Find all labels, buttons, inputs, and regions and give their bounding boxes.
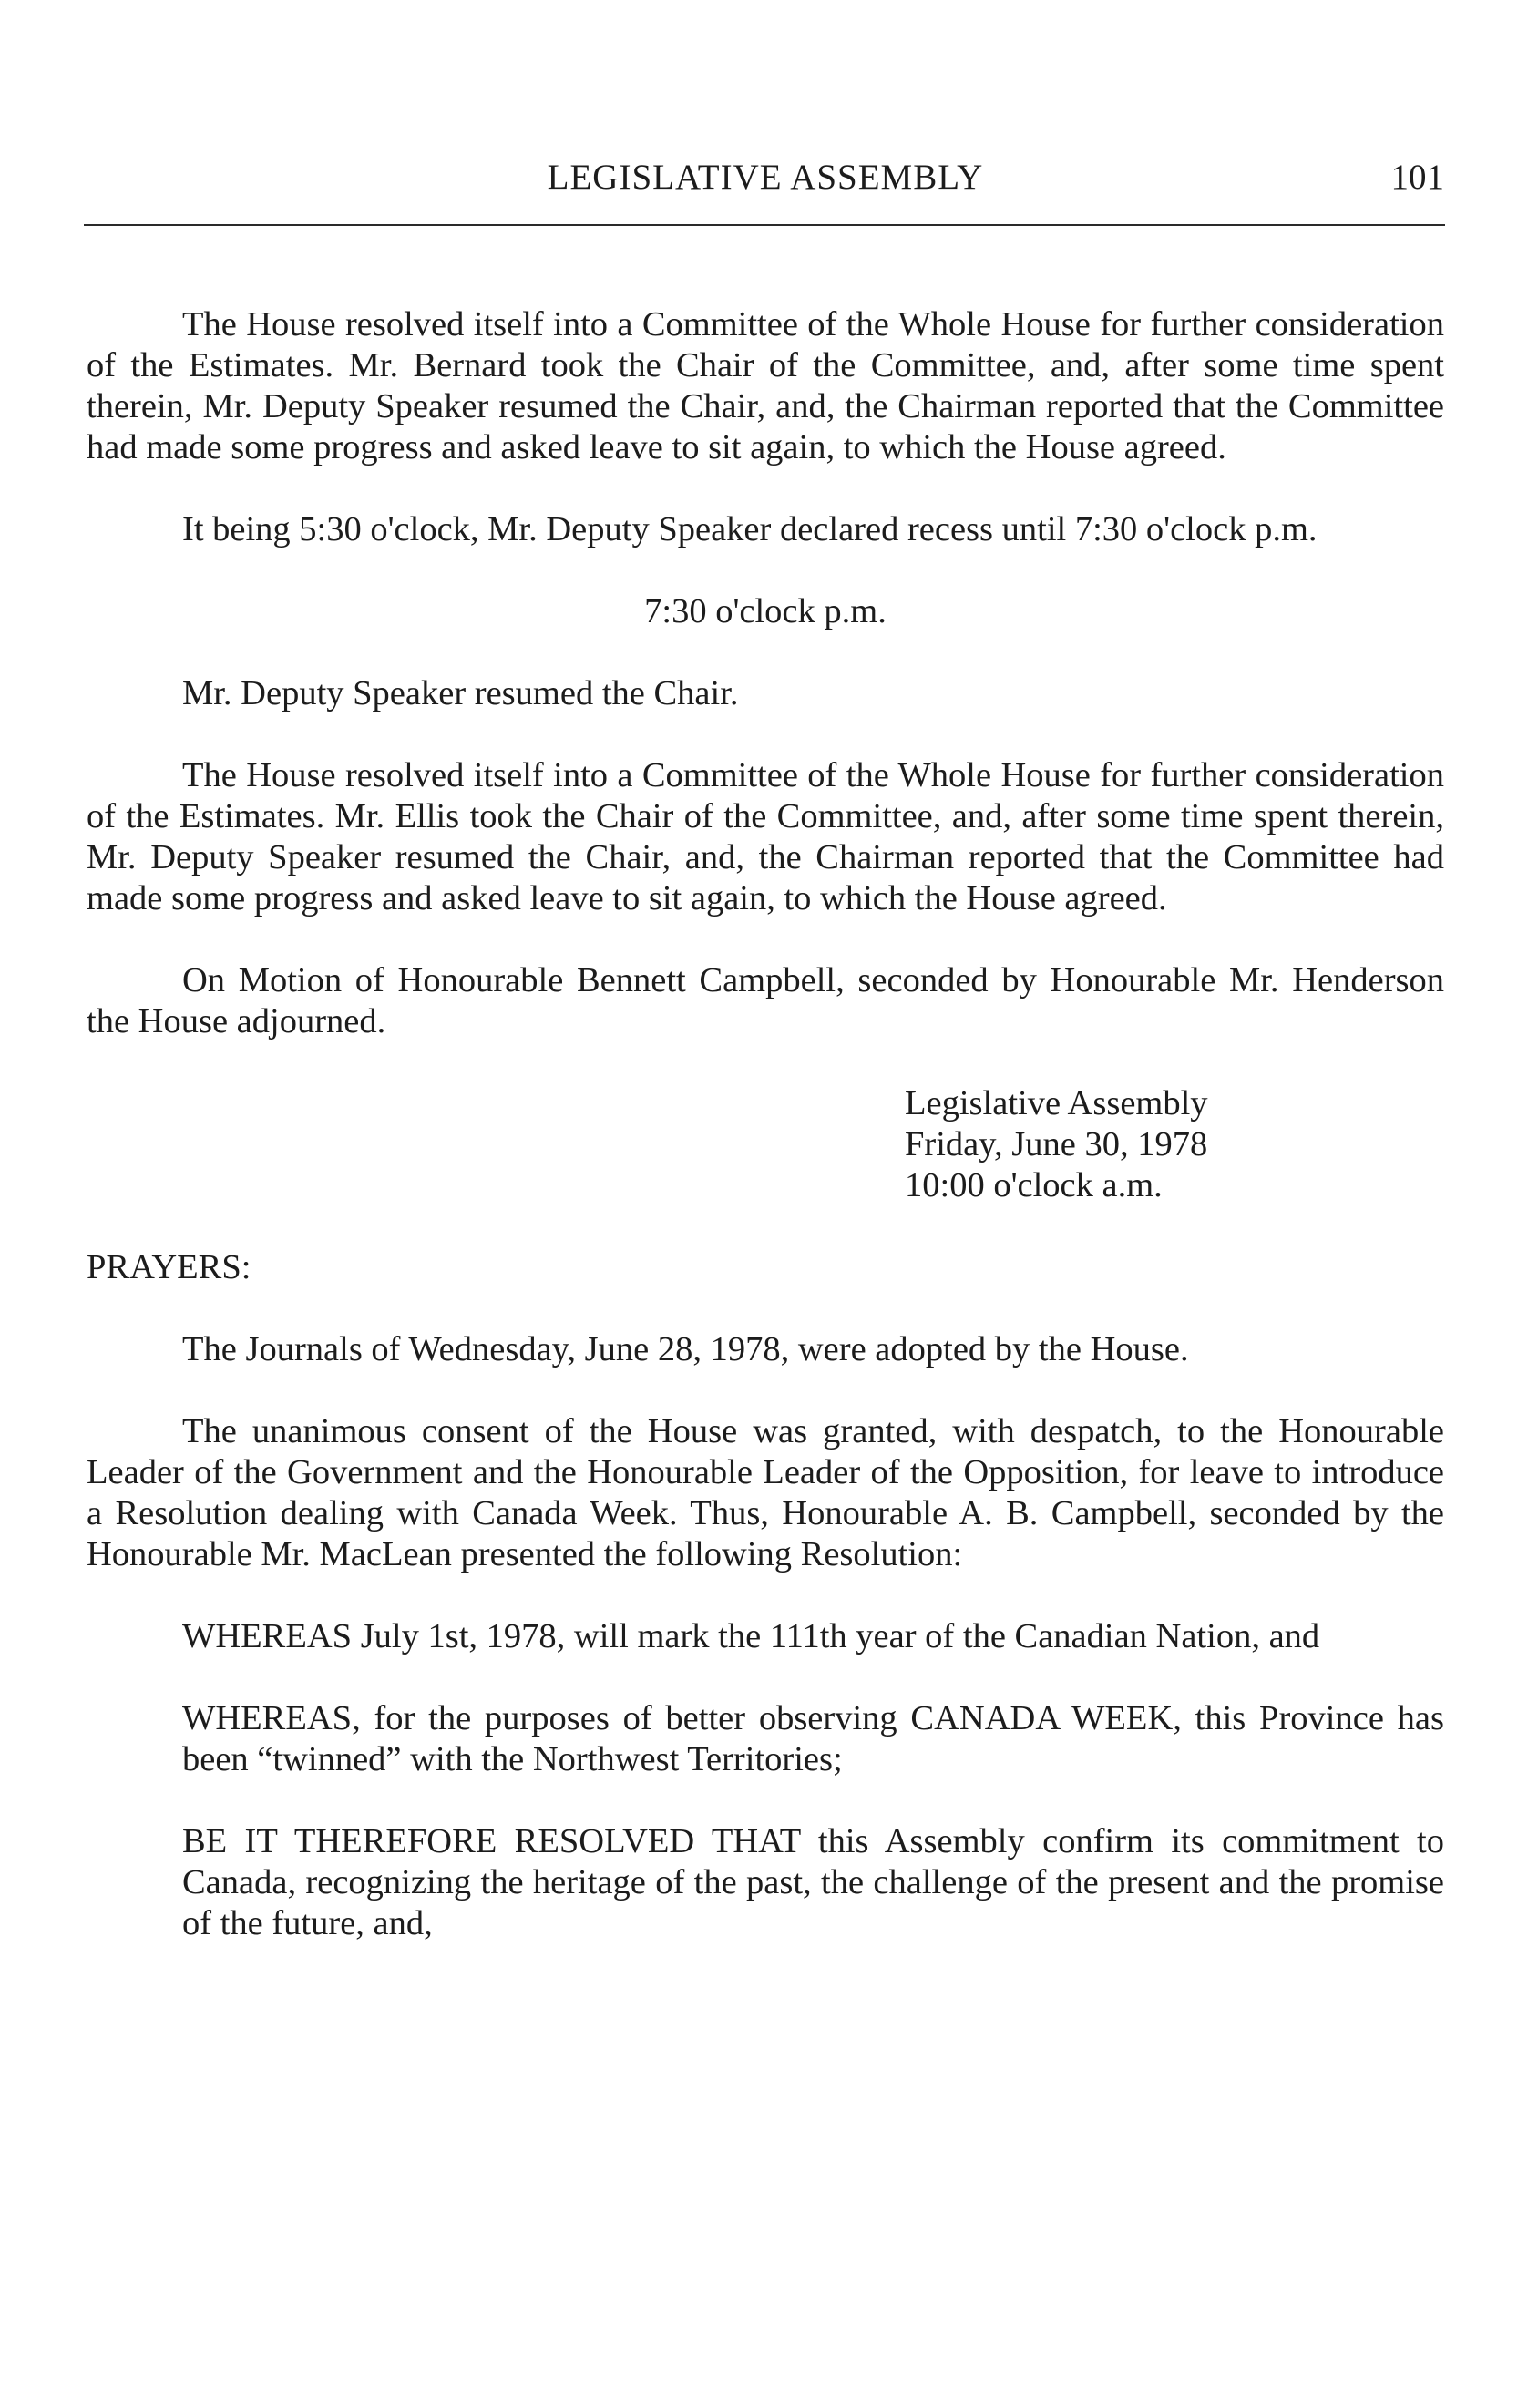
running-title: LEGISLATIVE ASSEMBLY (547, 158, 984, 197)
paragraph-adjourned: On Motion of Honourable Bennett Campbell, seconded by Honourable Mr. Henderson the House adjourned. (87, 961, 1444, 1040)
paragraph-resumed-chair: Mr. Deputy Speaker resumed the Chair. (182, 674, 739, 712)
resolution-resolved: BE IT THEREFORE RESOLVED THAT this Assembly confirm its commitment to Canada, recognizing the heritage of the past, the challenge of the present and the promise of the future, and, (182, 1822, 1444, 1942)
sitting-assembly: Legislative Assembly (905, 1084, 1208, 1122)
resolution-whereas-2: WHEREAS, for the purposes of better observing CANADA WEEK, this Province has been “twinned” with the Northwest Territories; (182, 1699, 1444, 1778)
header-rule (84, 224, 1445, 226)
time-heading: 7:30 o'clock p.m. (644, 592, 887, 630)
page-header (87, 157, 1444, 202)
paragraph-recess: It being 5:30 o'clock, Mr. Deputy Speaker declared recess until 7:30 o'clock p.m. (182, 510, 1318, 548)
paragraph-journals-adopted: The Journals of Wednesday, June 28, 1978, were adopted by the House. (182, 1330, 1189, 1368)
sitting-date: Friday, June 30, 1978 (905, 1125, 1208, 1163)
paragraph-committee-ellis: The House resolved itself into a Committee of the Whole House for further consideration of the Estimates. Mr. Ellis took the Chair of the Committee, and, after some time spent therein, Mr. Deputy Speaker resumed the Chair, and, the Chairman reported that the Committee had made some progress and asked leave to sit again, to which the House agreed. (87, 756, 1444, 917)
resolution-whereas-1: WHEREAS July 1st, 1978, will mark the 111th year of the Canadian Nation, and (182, 1617, 1320, 1655)
prayers-heading: PRAYERS: (87, 1248, 251, 1286)
page-body (87, 304, 1444, 1985)
page-number: 101 (1390, 158, 1444, 197)
paragraph-committee-bernard: The House resolved itself into a Committee of the Whole House for further consideration of the Estimates. Mr. Bernard took the Chair of the Committee, and, after some time spent therein, Mr. Deputy Speaker resumed the Chair, and, the Chairman reported that the Committee had made some progress and asked leave to sit again, to which the House agreed. (87, 305, 1444, 466)
sitting-heading (905, 1083, 1444, 1206)
sitting-time: 10:00 o'clock a.m. (905, 1166, 1163, 1204)
paragraph-unanimous-consent: The unanimous consent of the House was granted, with despatch, to the Honourable Leader of the Government and the Honourable Leader of the Opposition, for leave to introduce a Resolution dealing with Canada Week. Thus, Honourable A. B. Campbell, seconded by the Honourable Mr. MacLean presented the following Resolution: (87, 1412, 1444, 1573)
